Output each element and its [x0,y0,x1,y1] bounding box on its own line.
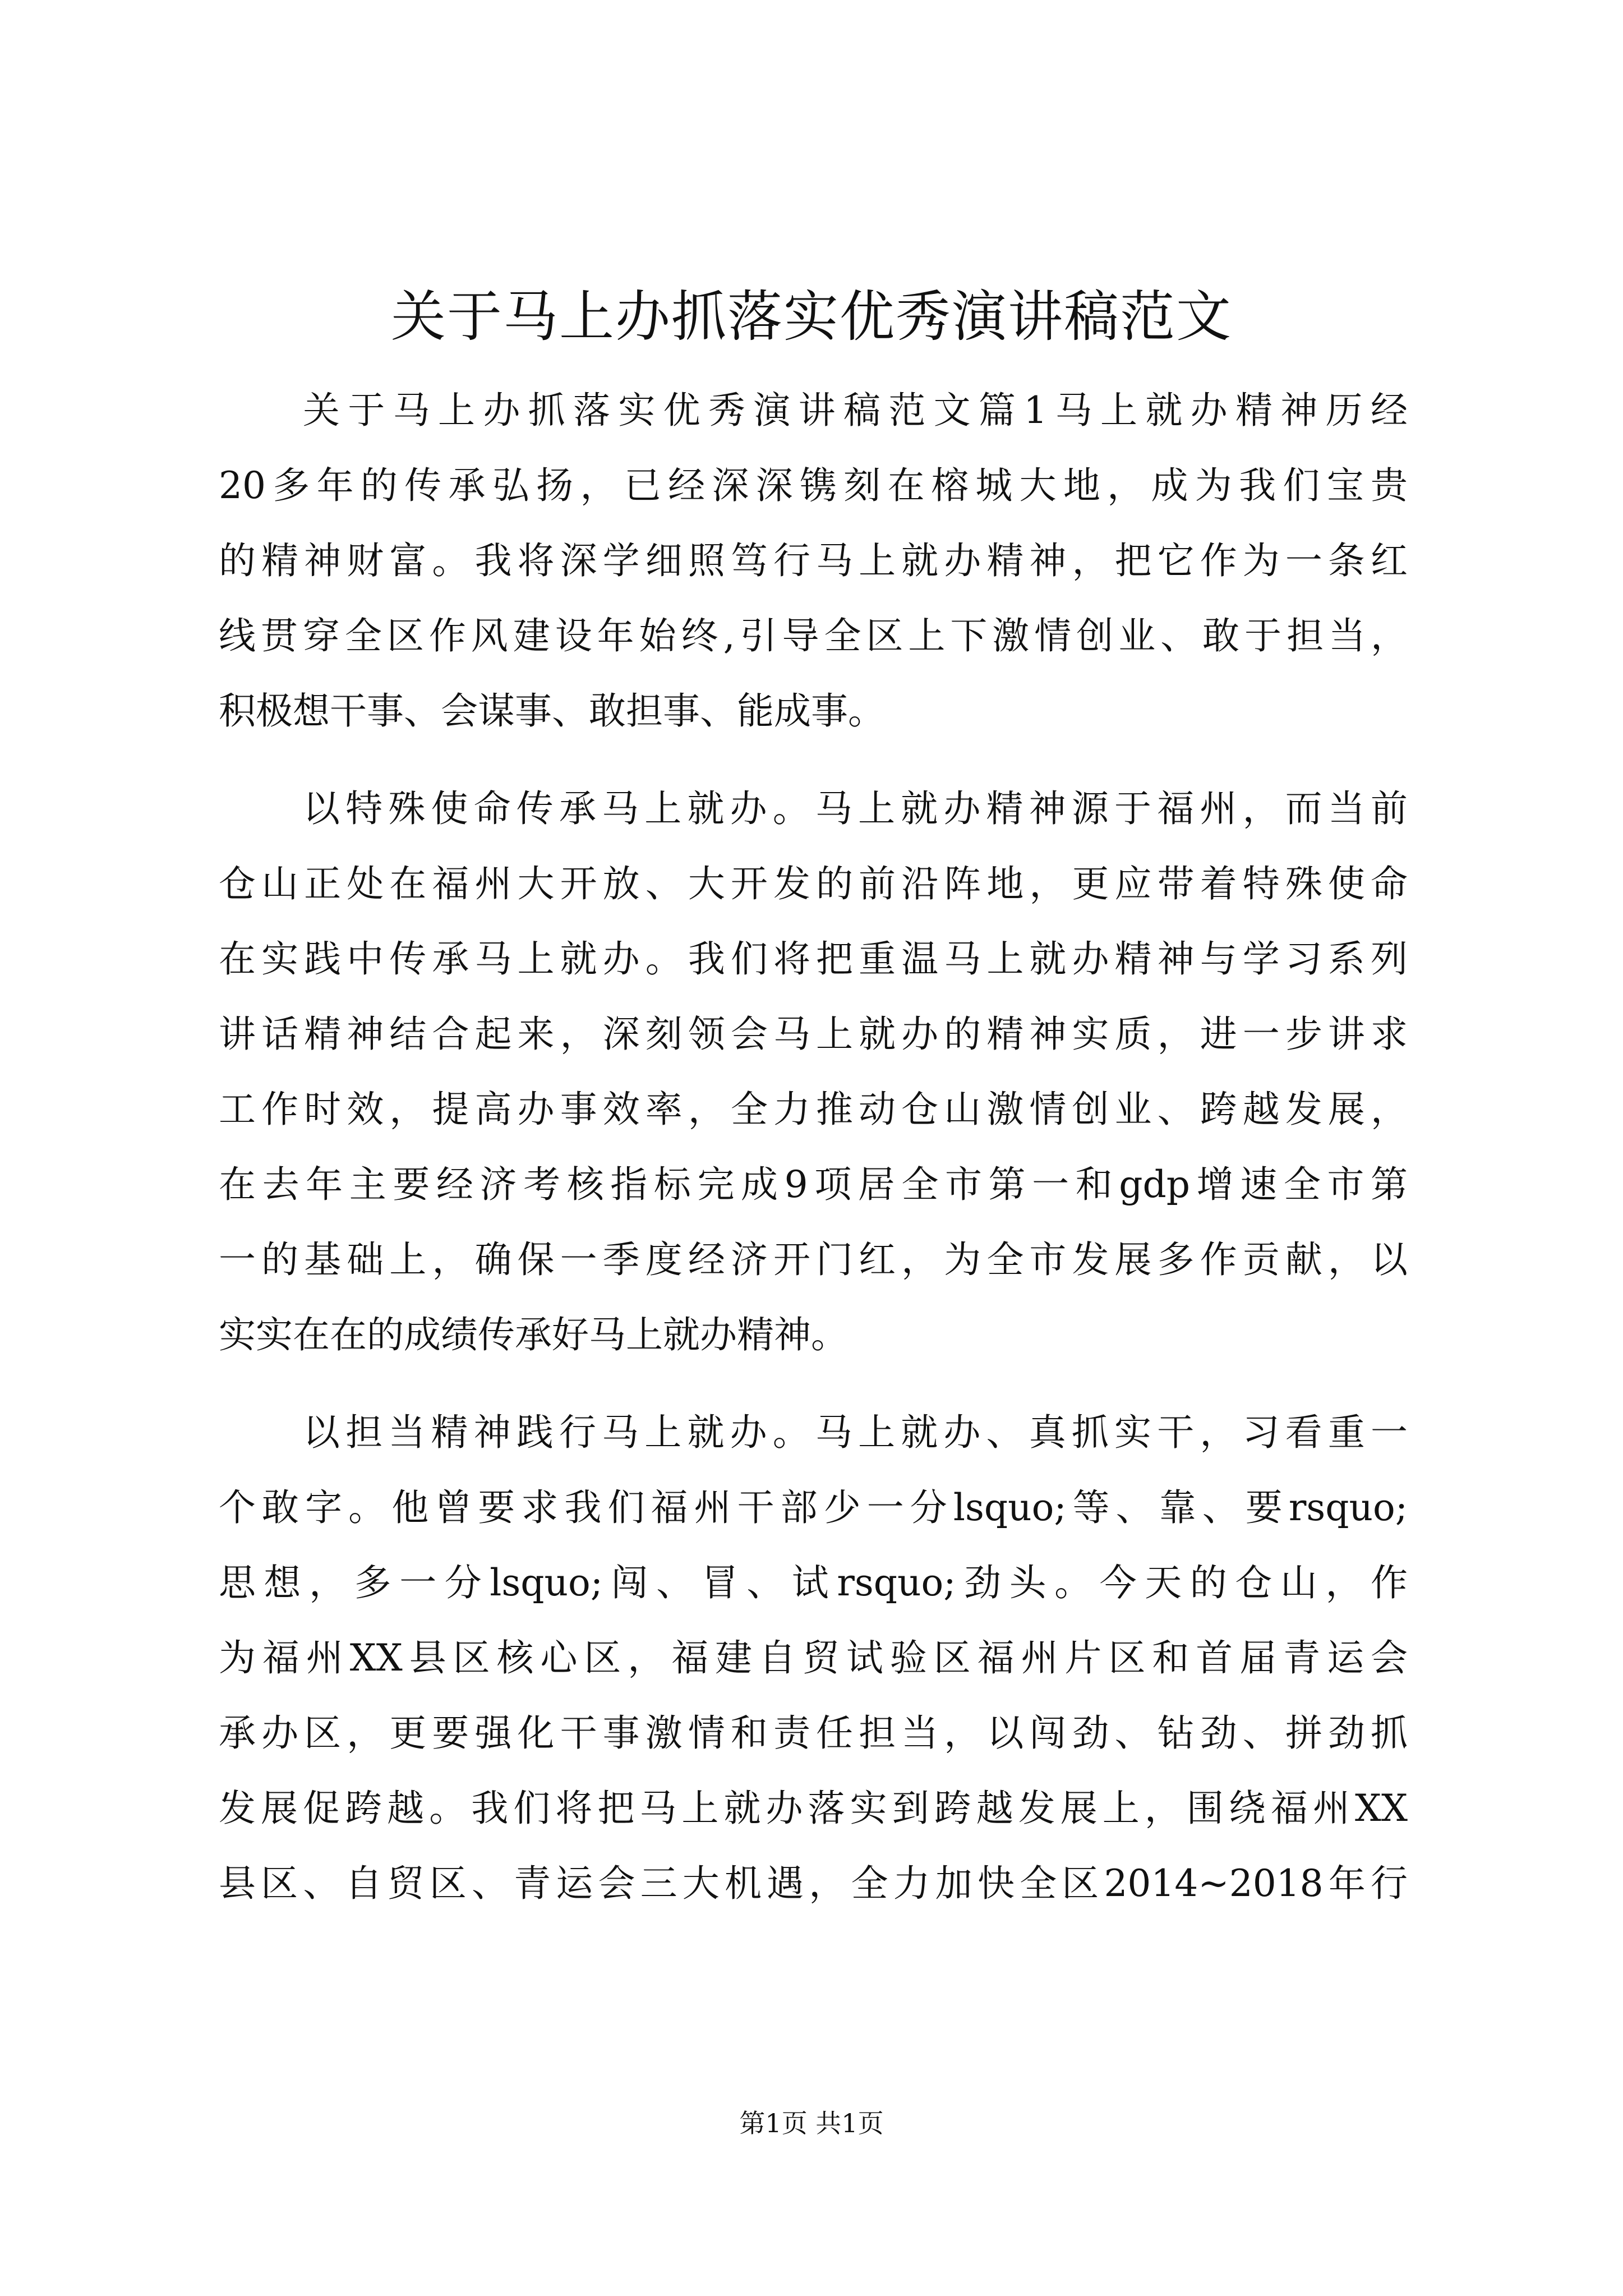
paragraph-line: 承办区，更要强化干事激情和责任担当，以闯劲、钻劲、拼劲抓 [219,1711,1408,1755]
paragraph-2 [219,771,1408,1373]
paragraph-line: 以担当精神践行马上就办。马上就办、真抓实干，习看重一 [303,1411,1408,1454]
paragraph-line: 的精神财富。我将深学细照笃行马上就办精神，把它作为一条红 [219,539,1408,582]
paragraph-1 [219,373,1408,749]
paragraph-line: 线贯穿全区作风建设年始终,引导全区上下激情创业、敢于担当， [219,614,1408,657]
page-footer: 第1页 共1页 [739,2108,884,2138]
paragraph-3 [219,1395,1408,1921]
paragraph-line: 为福州XX县区核心区，福建自贸试验区福州片区和首届青运会 [219,1636,1408,1680]
paragraph-line: 讲话精神结合起来，深刻领会马上就办的精神实质，进一步讲求 [219,1013,1408,1056]
paragraph-line: 在去年主要经济考核指标完成9项居全市第一和gdp增速全市第 [219,1163,1408,1206]
paragraph-line: 一的基础上，确保一季度经济开门红，为全市发展多作贡献，以 [219,1238,1408,1281]
paragraph-line: 个敢字。他曾要求我们福州干部少一分lsquo;等、靠、要rsquo; [219,1486,1408,1529]
paragraph-spacer [219,1373,1408,1395]
paragraph-line: 20多年的传承弘扬，已经深深镌刻在榕城大地，成为我们宝贵 [219,464,1408,507]
paragraph-line: 思想，多一分lsquo;闯、冒、试rsquo;劲头。今天的仓山，作 [219,1561,1408,1604]
paragraph-line: 以特殊使命传承马上就办。马上就办精神源于福州，而当前 [303,787,1408,830]
paragraph-line: 县区、自贸区、青运会三大机遇，全力加快全区2014~2018年行 [219,1862,1408,1905]
paragraph-line: 发展促跨越。我们将把马上就办落实到跨越发展上，围绕福州XX [219,1787,1408,1830]
paragraph-line: 关于马上办抓落实优秀演讲稿范文篇1马上就办精神历经 [303,389,1408,432]
document-title: 关于马上办抓落实优秀演讲稿范文 [390,285,1232,349]
paragraph-line: 工作时效，提高办事效率，全力推动仓山激情创业、跨越发展， [219,1088,1408,1131]
paragraph-line: 积极想干事、会谋事、敢担事、能成事。 [219,689,885,733]
paragraph-spacer [219,749,1408,771]
paragraph-line: 在实践中传承马上就办。我们将把重温马上就办精神与学习系列 [219,937,1408,981]
paragraph-line: 实实在在的成绩传承好马上就办精神。 [219,1313,848,1356]
paragraph-line: 仓山正处在福州大开放、大开发的前沿阵地，更应带着特殊使命 [219,862,1408,905]
document-body [219,373,1408,1921]
